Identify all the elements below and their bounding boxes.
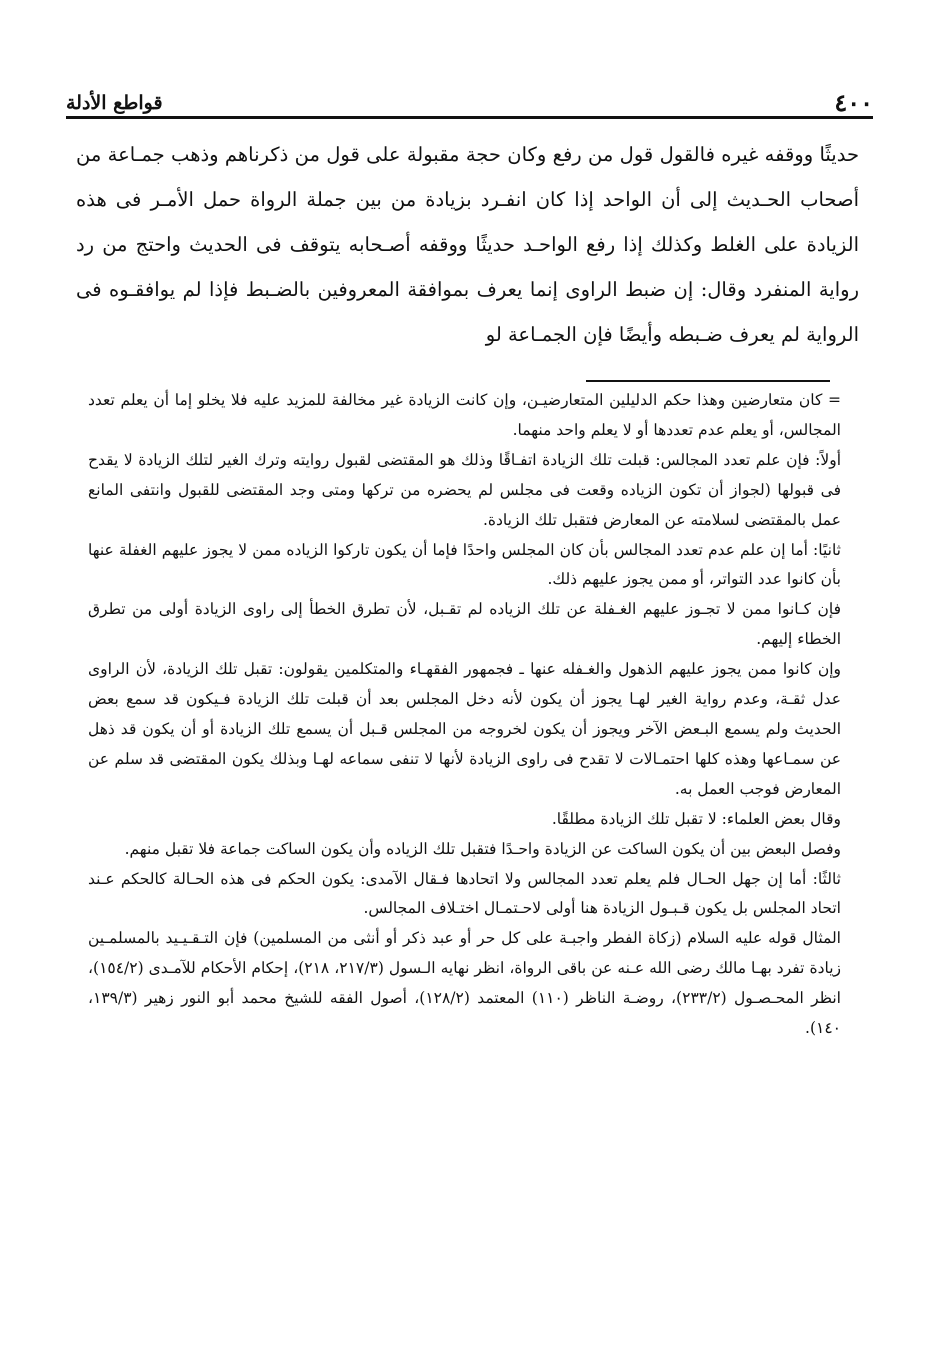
footnote-paragraph: أولاً: فإن علم تعدد المجالس: قبلت تلك الزيادة اتفـاقًا وذلك هو المقتضى لقبول روايته وترك الغير لتلك الزيادة لا يقدح فى قبولها (لجواز أن تكون الزياده وقعت فى مجلس لم يحضره من تركها ومتى وجد المقتضى للقبول وانتفى المانع عمل بالمقتضى لسلامته عن المعارض فتقبل تلك الزيادة. [88,450,841,529]
main-paragraph: حديثًا ووقفه غيره فالقول قول من رفع وكان حجة مقبولة على قول من ذكرناهم وذهب جمـاعة من أصحاب الحـديث إلى أن الواحد إذا كان انفـرد بزيادة من بين جملة الرواة حمل الأمـر فى هذه الزيادة على الغلط وكذلك إذا رفع الواحـد حديثًا ووقفه أصـحابه يتوقف فى الحديث واحتج من رد رواية المنفرد وقال: إن ضبط الراوى إنما يعرف بموافقة المعروفين بالضـبط فإذا لم يوافقـوه فى الرواية لم يعرف ضـبطه وأيضًا فإن الجمـاعة لو [76,143,859,346]
footnote-paragraph: ثالثًا: أما إن جهل الحـال فلم يعلم تعدد المجالس ولا اتحادها فـقال الآمدى: يكون الحكم فى هذه الحـالة كالحكم عـند اتحاد المجلس بل يكون قـبـول الزيادة هنا أولى لاحـتمـال اختـلاف المجالس. [88,869,841,918]
running-title: قواطع الأدلة [66,92,163,114]
footnotes [88,386,841,1044]
main-text [76,132,859,357]
page-header [66,82,873,118]
footnote-paragraph: ثانيًا: أما إن علم عدم تعدد المجالس بأن كان المجلس واحدًا فإما أن يكون تاركوا الزياده ممن لا يجوز عليهم الغفلة عنها بأن كانوا عدد التواتر، أو ممن يجوز عليهم ذلك. [88,540,841,589]
footnote-paragraph: = كان متعارضين وهذا حكم الدليلين المتعارضيـن، وإن كانت الزيادة غير مخالفة للمزيد عليه فلا يخلو إما أن يعلم تعدد المجالس، أو يعلم عدم تعددها أو لا يعلم واحد منهما. [88,391,841,439]
footnote-paragraph: وفصل البعض بين أن يكون الساكت عن الزيادة واحـدًا فتقبل تلك الزياده وأن يكون الساكت جماعة فلا تقبل منهم. [124,839,841,858]
footnote-paragraph: وإن كانوا ممن يجوز عليهم الذهول والغـفله عنها ـ فجمهور الفقهـاء والمتكلمين يقولون: تقبل تلك الزيادة، لأن الراوى عدل ثقـة، وعدم رواية الغير لهـا يجوز أن يكون لأنه دخل المجلس بعد أن قبلت تلك الزيادة فـيكون قد سمع بعض الحديث ولم يسمع البـعض الآخر ويجوز أن يكون لخروجه من المجلس قـبل أن يسمع تلك الزيادة أو أن يكون قد ذهل عن سمـاعها وهذه كلها احتمـالات لا تقدح فى راوى الزيادة لأنها لا تنفى سماعه لهـا وبذلك يكون المقتضى قد سلم عن المعارض فوجب العمل به. [88,660,841,798]
footnote-paragraph: فإن كـانوا ممن لا تجـوز عليهم الغـفلة عن تلك الزياده لم تقـبل، لأن تطرق الخطأ إلى راوى الزيادة أولى من تطرق الخطاء إليهم. [88,600,841,649]
footnote-paragraph: وقال بعض العلماء: لا تقبل تلك الزيادة مطلقًا. [551,809,841,828]
footnote-paragraph: المثال قوله عليه السلام (زكاة الفطر واجبـة على كل حر أو عبد ذكر أو أنثى من المسلمين) فإن التـقـيـيد بالمسلمـين زيادة تفرد بهـا مالك رضى الله عـنه عن باقى الرواة، انظر نهايه الـسول (٢١٧/٣، ٢١٨)، إحكام الأحكام للآمـدى (١٥٤/٢)، انظر المحـصـول (٢٣٣/٢)، روضـة الناظر (١١٠) المعتمد (١٢٨/٢)، أصول الفقه للشيخ محمد أبو النور زهير (١٣٩/٣، ١٤٠). [88,929,841,1038]
header-rule [66,116,873,119]
footnote-separator [586,380,830,382]
page-number: ٤٠٠ [834,88,873,117]
